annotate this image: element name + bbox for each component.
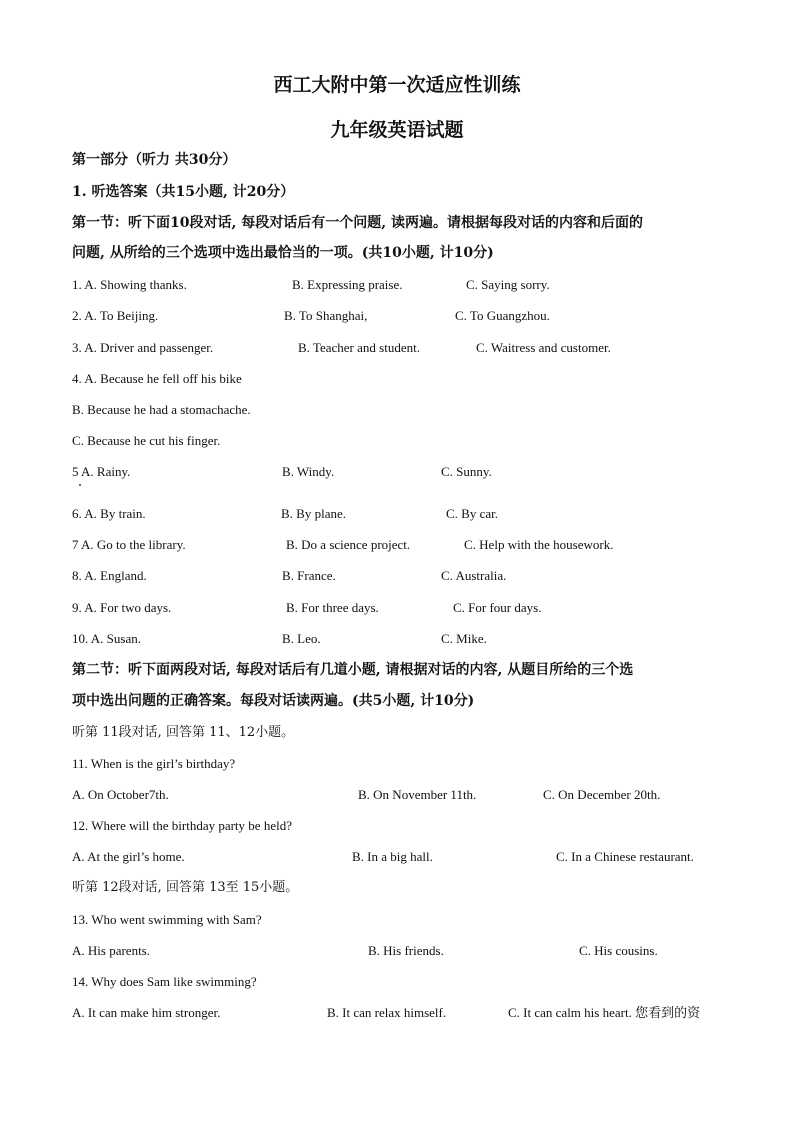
q2-option-c: C. To Guangzhou. bbox=[455, 308, 550, 323]
q14-option-c: C. It can calm his heart. 您看到的资 bbox=[508, 1005, 701, 1020]
q5-option-a: 5 A. Rainy. bbox=[72, 464, 131, 479]
q3-option-c: C. Waitress and customer. bbox=[476, 340, 611, 355]
section2-instructions: 第二节：听下面两段对话, 每段对话后有几道小题, 请根据对话的内容, 从题目所给的三个选 bbox=[72, 662, 634, 678]
stray-mark bbox=[79, 484, 81, 486]
q10-option-a: 10. A. Susan. bbox=[72, 631, 141, 646]
q7-option-a: 7 A. Go to the library. bbox=[72, 537, 186, 552]
part1-heading: 第一部分（听力 共30分） bbox=[72, 152, 237, 168]
section1-instructions: 第一节：听下面10段对话, 每段对话后有一个问题, 读两遍。请根据每段对话的内容和后面的 bbox=[72, 215, 643, 231]
q1-option-c: C. Saying sorry. bbox=[466, 277, 550, 292]
q14-option-a: A. It can make him stronger. bbox=[72, 1005, 221, 1020]
q14-stem: 14. Why does Sam like swimming? bbox=[72, 974, 257, 989]
q11-option-c: C. On December 20th. bbox=[543, 787, 661, 802]
q3-option-b: B. Teacher and student. bbox=[298, 340, 420, 355]
q13-option-b: B. His friends. bbox=[368, 943, 444, 958]
q7-option-b: B. Do a science project. bbox=[286, 537, 411, 552]
q2-option-a: 2. A. To Beijing. bbox=[72, 308, 159, 323]
q13-option-a: A. His parents. bbox=[72, 943, 150, 958]
q12-option-b: B. In a big hall. bbox=[352, 849, 433, 864]
dialog11-note: 听第 11段对话, 回答第 11、12小题。 bbox=[72, 725, 295, 740]
q1-option-b: B. Expressing praise. bbox=[292, 277, 403, 292]
q12-option-a: A. At the girl’s home. bbox=[72, 849, 185, 864]
q4-option-c: C. Because he cut his finger. bbox=[72, 433, 221, 448]
q3-option-a: 3. A. Driver and passenger. bbox=[72, 340, 214, 355]
q8-option-a: 8. A. England. bbox=[72, 568, 147, 583]
q11-option-a: A. On October7th. bbox=[72, 787, 169, 802]
q6-option-c: C. By car. bbox=[446, 506, 498, 521]
q9-option-a: 9. A. For two days. bbox=[72, 600, 172, 615]
section1-instructions-cont: 问题, 从所给的三个选项中选出最恰当的一项。(共10小题, 计10分) bbox=[72, 245, 494, 261]
q13-option-c: C. His cousins. bbox=[579, 943, 658, 958]
q13-stem: 13. Who went swimming with Sam? bbox=[72, 912, 262, 927]
q5-option-c: C. Sunny. bbox=[441, 464, 492, 479]
q2-option-b: B. To Shanghai, bbox=[284, 308, 368, 323]
q9-option-c: C. For four days. bbox=[453, 600, 542, 615]
q5-option-b: B. Windy. bbox=[282, 464, 335, 479]
page-subtitle: 九年级英语试题 bbox=[330, 119, 464, 141]
q12-option-c: C. In a Chinese restaurant. bbox=[556, 849, 694, 864]
q11-option-b: B. On November 11th. bbox=[358, 787, 477, 802]
q11-stem: 11. When is the girl’s birthday? bbox=[72, 756, 236, 771]
section1-heading: 1. 听选答案（共15小题, 计20分） bbox=[72, 184, 295, 200]
q14-option-b: B. It can relax himself. bbox=[327, 1005, 447, 1020]
q12-stem: 12. Where will the birthday party be held? bbox=[72, 818, 292, 833]
dialog12-note: 听第 12段对话, 回答第 13至 15小题。 bbox=[72, 880, 299, 895]
q10-option-c: C. Mike. bbox=[441, 631, 487, 646]
page-title: 西工大附中第一次适应性训练 bbox=[273, 74, 521, 96]
q7-option-c: C. Help with the housework. bbox=[464, 537, 614, 552]
q4-option-a: 4. A. Because he fell off his bike bbox=[72, 371, 242, 386]
q4-option-b: B. Because he had a stomachache. bbox=[72, 402, 251, 417]
q6-option-b: B. By plane. bbox=[281, 506, 346, 521]
section2-instructions-cont: 项中选出问题的正确答案。每段对话读两遍。(共5小题, 计10分) bbox=[72, 693, 475, 709]
q8-option-c: C. Australia. bbox=[441, 568, 507, 583]
q8-option-b: B. France. bbox=[282, 568, 336, 583]
q6-option-a: 6. A. By train. bbox=[72, 506, 146, 521]
q1-option-a: 1. A. Showing thanks. bbox=[72, 277, 187, 292]
q10-option-b: B. Leo. bbox=[282, 631, 321, 646]
q9-option-b: B. For three days. bbox=[286, 600, 379, 615]
